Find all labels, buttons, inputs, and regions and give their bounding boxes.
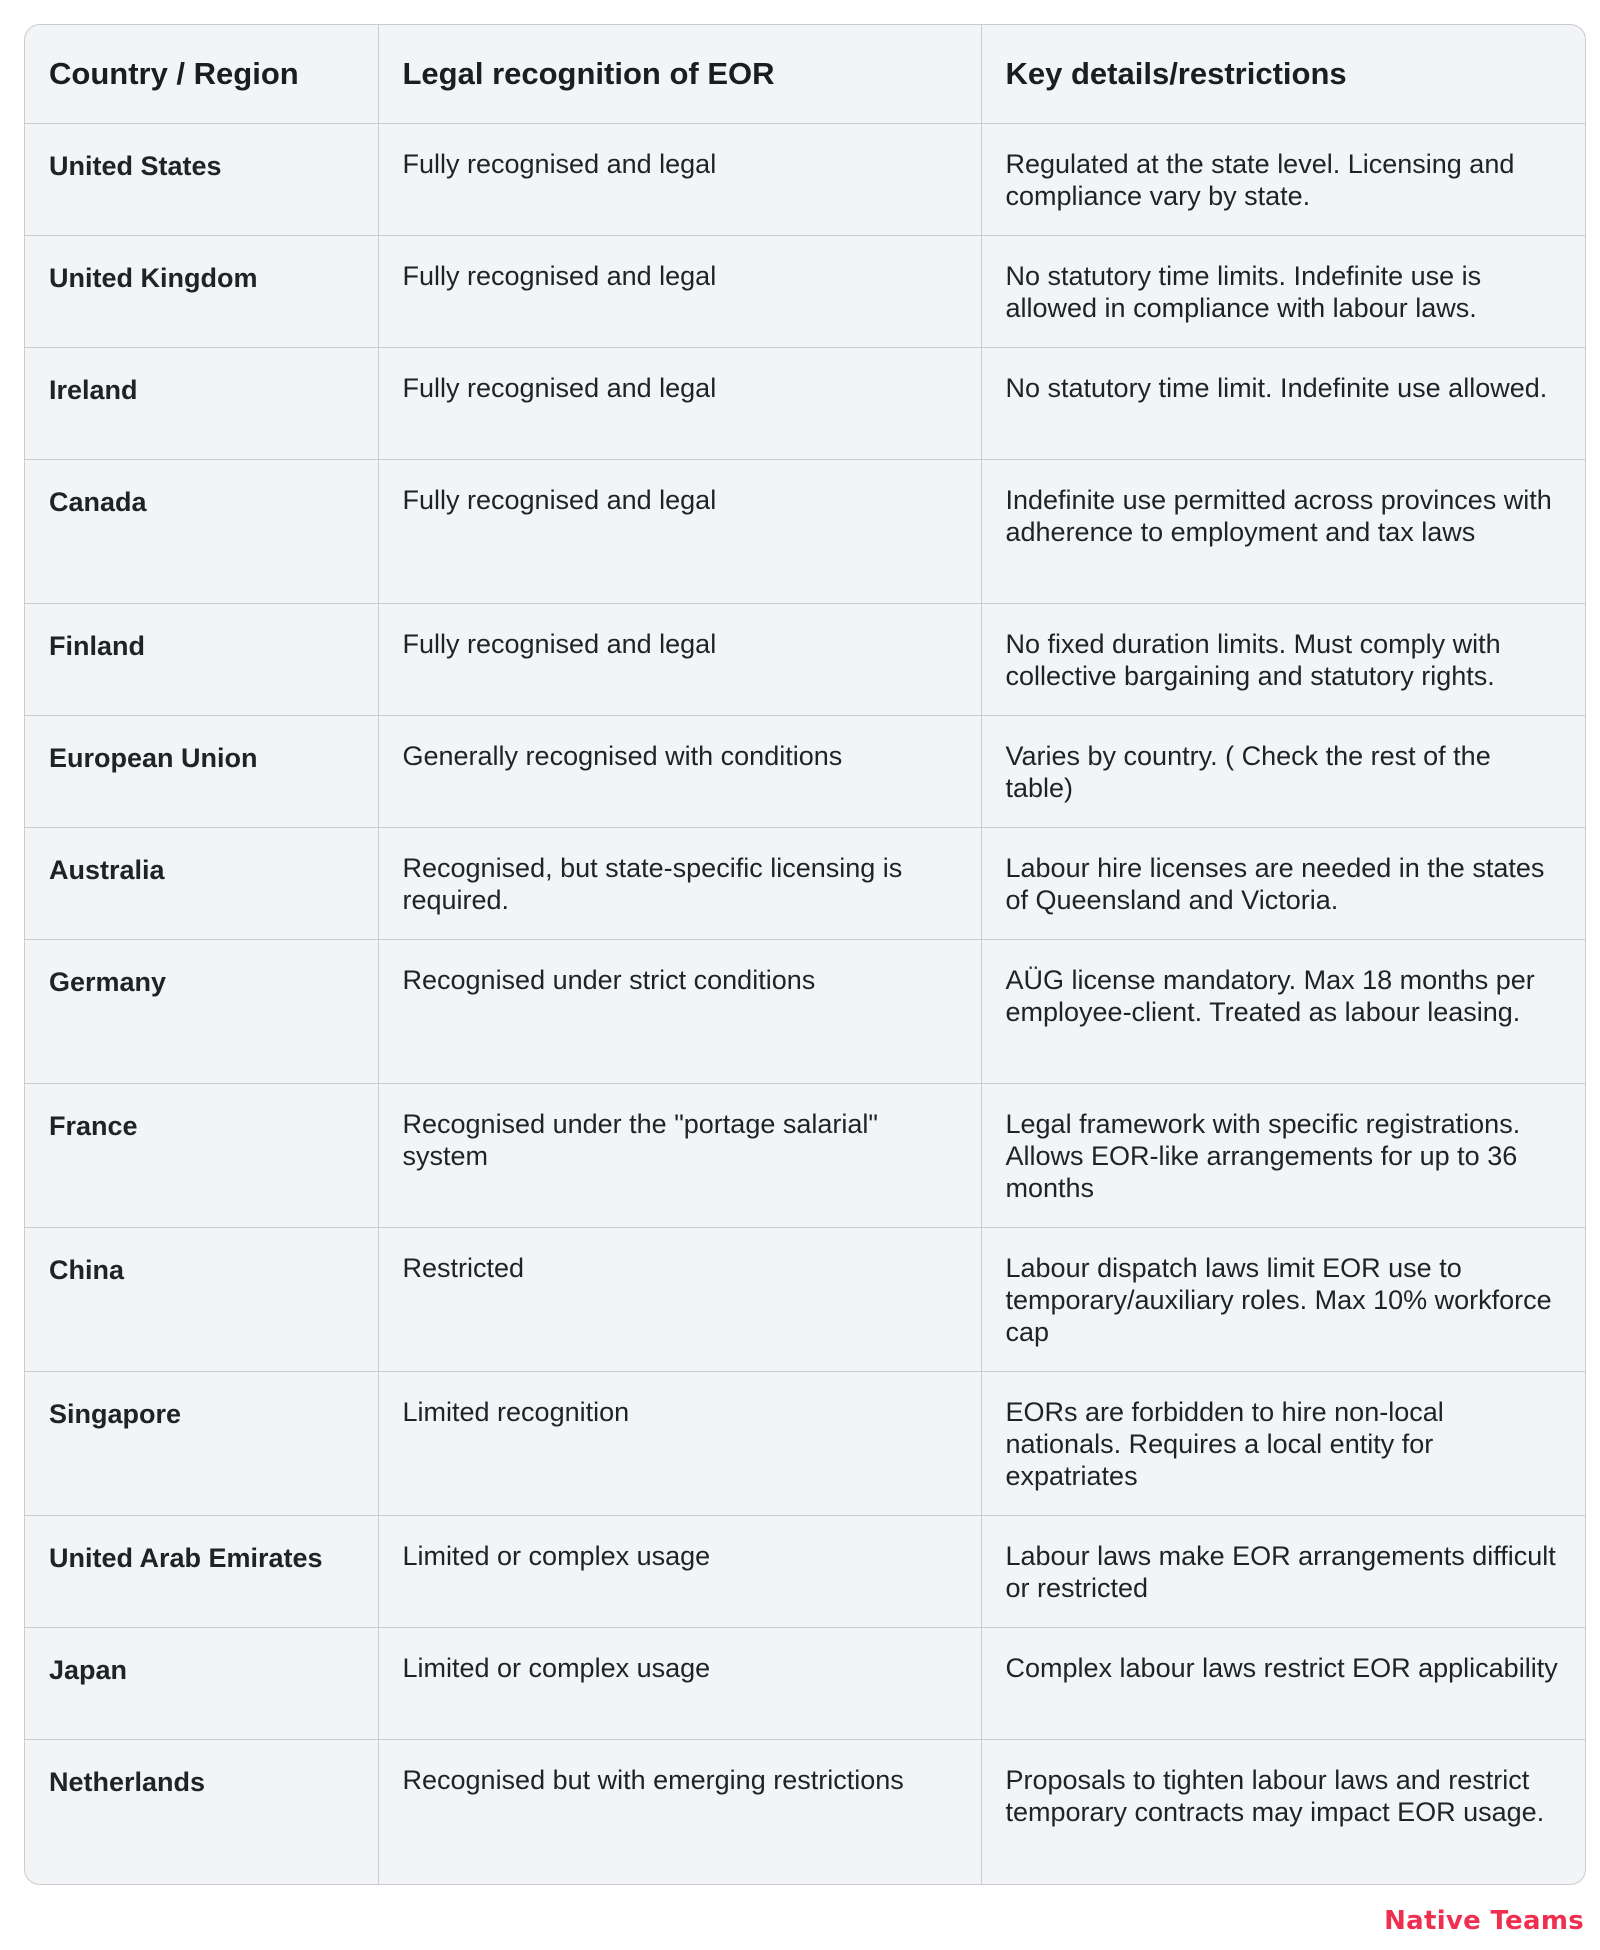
details-cell: No fixed duration limits. Must comply with collective bargaining and statutory rights.: [981, 604, 1585, 716]
country-cell: European Union: [25, 716, 378, 828]
recognition-cell: Fully recognised and legal: [378, 124, 981, 236]
header-row: [25, 25, 1585, 124]
recognition-cell: Limited or complex usage: [378, 1628, 981, 1740]
table-row: [25, 460, 1585, 604]
table-row: [25, 716, 1585, 828]
table-row: [25, 1228, 1585, 1372]
table-row: [25, 124, 1585, 236]
country-cell: United States: [25, 124, 378, 236]
recognition-cell: Fully recognised and legal: [378, 460, 981, 604]
recognition-cell: Recognised under the "portage salarial" system: [378, 1084, 981, 1228]
table-row: [25, 1628, 1585, 1740]
details-cell: AÜG license mandatory. Max 18 months per employee-client. Treated as labour leasing.: [981, 940, 1585, 1084]
country-cell: Japan: [25, 1628, 378, 1740]
recognition-cell: Fully recognised and legal: [378, 236, 981, 348]
recognition-cell: Limited or complex usage: [378, 1516, 981, 1628]
table: [25, 25, 1585, 1884]
details-cell: No statutory time limit. Indefinite use allowed.: [981, 348, 1585, 460]
details-cell: Labour hire licenses are needed in the states of Queensland and Victoria.: [981, 828, 1585, 940]
table-row: [25, 940, 1585, 1084]
country-cell: China: [25, 1228, 378, 1372]
details-cell: No statutory time limits. Indefinite use is allowed in compliance with labour laws.: [981, 236, 1585, 348]
country-cell: Finland: [25, 604, 378, 716]
table-row: [25, 1372, 1585, 1516]
recognition-cell: Generally recognised with conditions: [378, 716, 981, 828]
table-row: [25, 1084, 1585, 1228]
table-body: [25, 124, 1585, 1884]
details-cell: Complex labour laws restrict EOR applicability: [981, 1628, 1585, 1740]
eor-comparison-table: [24, 24, 1586, 1885]
header-country: Country / Region: [25, 25, 378, 124]
table-row: [25, 1516, 1585, 1628]
details-cell: Proposals to tighten labour laws and restrict temporary contracts may impact EOR usage.: [1005, 1765, 1545, 1827]
native-teams-logo: Native Teams: [1384, 1906, 1584, 1936]
country-cell: Germany: [25, 940, 378, 1084]
recognition-cell: Fully recognised and legal: [378, 348, 981, 460]
country-cell: France: [25, 1084, 378, 1228]
recognition-cell: Recognised but with emerging restrictions: [378, 1740, 981, 1884]
recognition-cell: Limited recognition: [378, 1372, 981, 1516]
table-row: [25, 348, 1585, 460]
details-cell: EORs are forbidden to hire non-local nationals. Requires a local entity for expatriates: [981, 1372, 1585, 1516]
table-row: [25, 1740, 1585, 1884]
recognition-cell: Fully recognised and legal: [378, 604, 981, 716]
country-cell: Canada: [25, 460, 378, 604]
details-cell: Regulated at the state level. Licensing and compliance vary by state.: [981, 124, 1585, 236]
country-cell: United Kingdom: [25, 236, 378, 348]
details-cell: Labour dispatch laws limit EOR use to temporary/auxiliary roles. Max 10% workforce cap: [981, 1228, 1585, 1372]
details-cell: Varies by country. ( Check the rest of the table): [981, 716, 1585, 828]
table-row: [25, 828, 1585, 940]
country-cell: Ireland: [25, 348, 378, 460]
country-cell: Singapore: [25, 1372, 378, 1516]
recognition-cell: Recognised, but state-specific licensing is required.: [378, 828, 981, 940]
table-row: [25, 604, 1585, 716]
header-legal-recognition: Legal recognition of EOR: [378, 25, 981, 124]
country-cell: United Arab Emirates: [25, 1516, 378, 1628]
details-cell: Legal framework with specific registrations. Allows EOR-like arrangements for up to 36 months: [981, 1084, 1585, 1228]
header-key-details: Key details/restrictions: [981, 25, 1585, 124]
details-cell: Indefinite use permitted across provinces with adherence to employment and tax laws: [981, 460, 1585, 604]
table-row: [25, 236, 1585, 348]
table-header: [25, 25, 1585, 124]
recognition-cell: Recognised under strict conditions: [378, 940, 981, 1084]
details-cell: Labour laws make EOR arrangements difficult or restricted: [981, 1516, 1585, 1628]
country-cell: Australia: [25, 828, 378, 940]
country-cell: Netherlands: [25, 1740, 378, 1884]
recognition-cell: Restricted: [378, 1228, 981, 1372]
